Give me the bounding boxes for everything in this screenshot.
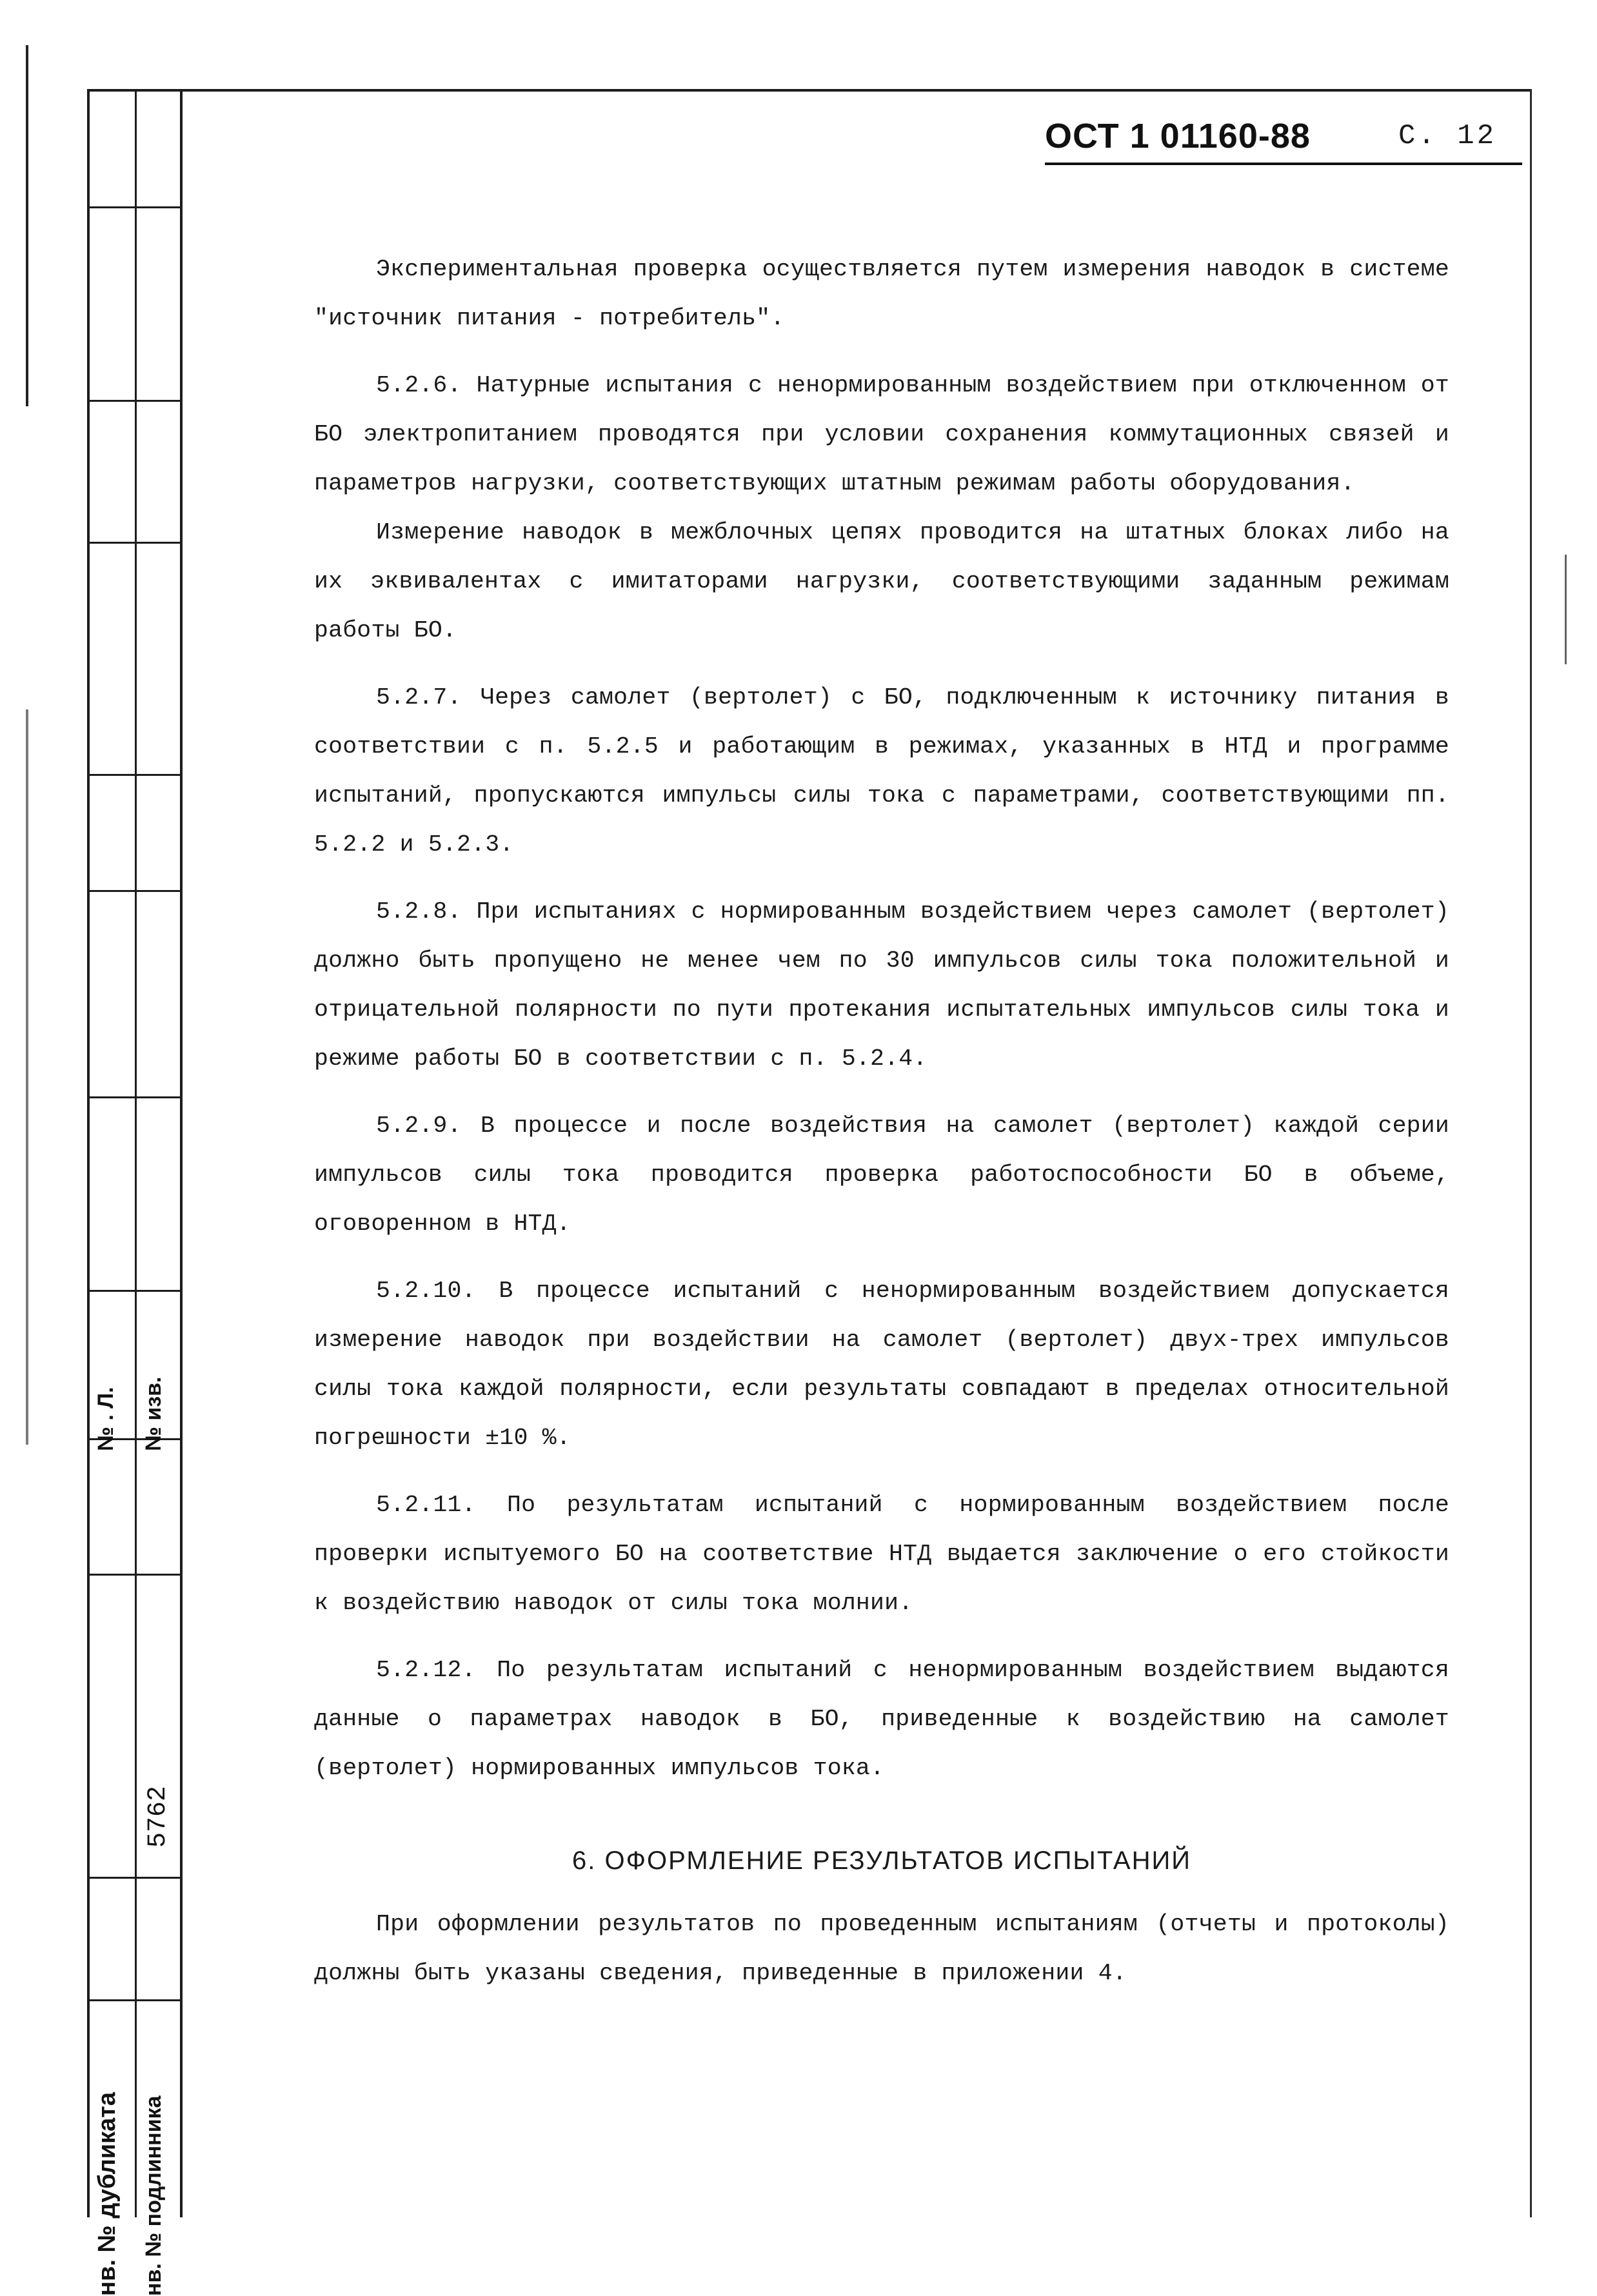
- strip-rule: [87, 1096, 183, 1098]
- strip-rule: [87, 542, 183, 544]
- strip-label-no-list: № . Л.: [94, 1387, 118, 1451]
- frame-top-border: [87, 89, 1532, 92]
- left-edge-mark: [26, 45, 28, 406]
- paragraph-5-2-11: 5.2.11. По результатам испытаний с нормированным воздействием после проверки испытуемого БО на соответствие НТД выдается заключение о его стойкости к воздействию наводок от силы тока молнии.: [314, 1492, 1449, 1616]
- strip-label-inv-orig: нв. № подлинника: [141, 2095, 166, 2296]
- strip-label-inv-dup: нв. № дубликата: [94, 2092, 121, 2296]
- strip-outer-right: [180, 90, 183, 2217]
- page-number: С. 12: [1398, 120, 1497, 152]
- document-code: ОСТ 1 01160-88: [1045, 117, 1311, 155]
- strip-rule: [87, 774, 183, 776]
- strip-rule: [87, 206, 183, 208]
- header-underline: [1045, 163, 1522, 165]
- paragraph: Экспериментальная проверка осуществляется путем измерения наводок в системе "источник питания - потребитель".: [314, 256, 1449, 332]
- page-header: [1045, 116, 1522, 168]
- strip-divider: [135, 90, 137, 2217]
- paragraph-5-2-10: 5.2.10. В процессе испытаний с ненормированным воздействием допускается измерение наводок при воздействии на самолет (вертолет) двух-трех импульсов силы тока каждой полярности, если результаты совпадают в пределах относительной погрешности ±10 %.: [314, 1278, 1449, 1451]
- strip-outer-left: [87, 90, 90, 2217]
- left-title-strip: [87, 90, 183, 2296]
- strip-rule: [87, 1877, 183, 1879]
- strip-rule: [87, 890, 183, 892]
- paragraph-5-2-12: 5.2.12. По результатам испытаний с ненормированным воздействием выдаются данные о параметрах наводок в БО, приведенные к воздействию на самолет (вертолет) нормированных импульсов тока.: [314, 1657, 1449, 1781]
- paragraph-5-2-7: 5.2.7. Через самолет (вертолет) с БО, подключенным к источнику питания в соответствии с п. 5.2.5 и работающим в режимах, указанных в НТД и программе испытаний, пропускаются импульсы силы тока с параметрами, соответствующими пп. 5.2.2 и 5.2.3.: [314, 684, 1449, 858]
- paragraph: При оформлении результатов по проведенным испытаниям (отчеты и протоколы) должны быть указаны сведения, приведенные в приложении 4.: [314, 1911, 1449, 1986]
- strip-number: 5762: [144, 1785, 173, 1848]
- strip-label-no-izv: № изв.: [141, 1376, 166, 1451]
- paragraph-5-2-6: 5.2.6. Натурные испытания с ненормированным воздействием при отключенном от БО электропитанием проводятся при условии сохранения коммутационных связей и параметров нагрузки, соответствующих штатным режимам работы оборудования.: [314, 372, 1449, 497]
- section-title: 6. ОФОРМЛЕНИЕ РЕЗУЛЬТАТОВ ИСПЫТАНИЙ: [572, 1846, 1191, 1875]
- paragraph: Измерение наводок в межблочных цепях проводится на штатных блоках либо на их эквивалентах с имитаторами нагрузки, соответствующими заданным режимам работы БО.: [314, 519, 1449, 644]
- strip-rule: [87, 400, 183, 402]
- frame-right-border: [1530, 89, 1532, 2217]
- strip-rule: [87, 1574, 183, 1576]
- strip-rule: [87, 1999, 183, 2001]
- strip-rule: [87, 1290, 183, 1292]
- left-edge-mark: [1565, 555, 1567, 664]
- paragraph-5-2-8: 5.2.8. При испытаниях с нормированным воздействием через самолет (вертолет) должно быть пропущено не менее чем по 30 импульсов силы тока положительной и отрицательной полярности по пути протекания испытательных импульсов силы тока и режиме работы БО в соответствии с п. 5.2.4.: [314, 898, 1449, 1072]
- document-body: [314, 245, 1449, 1998]
- left-edge-mark: [26, 709, 28, 1445]
- paragraph-5-2-9: 5.2.9. В процессе и после воздействия на самолет (вертолет) каждой серии импульсов силы тока проводится проверка работоспособности БО в объеме, оговоренном в НТД.: [314, 1113, 1449, 1237]
